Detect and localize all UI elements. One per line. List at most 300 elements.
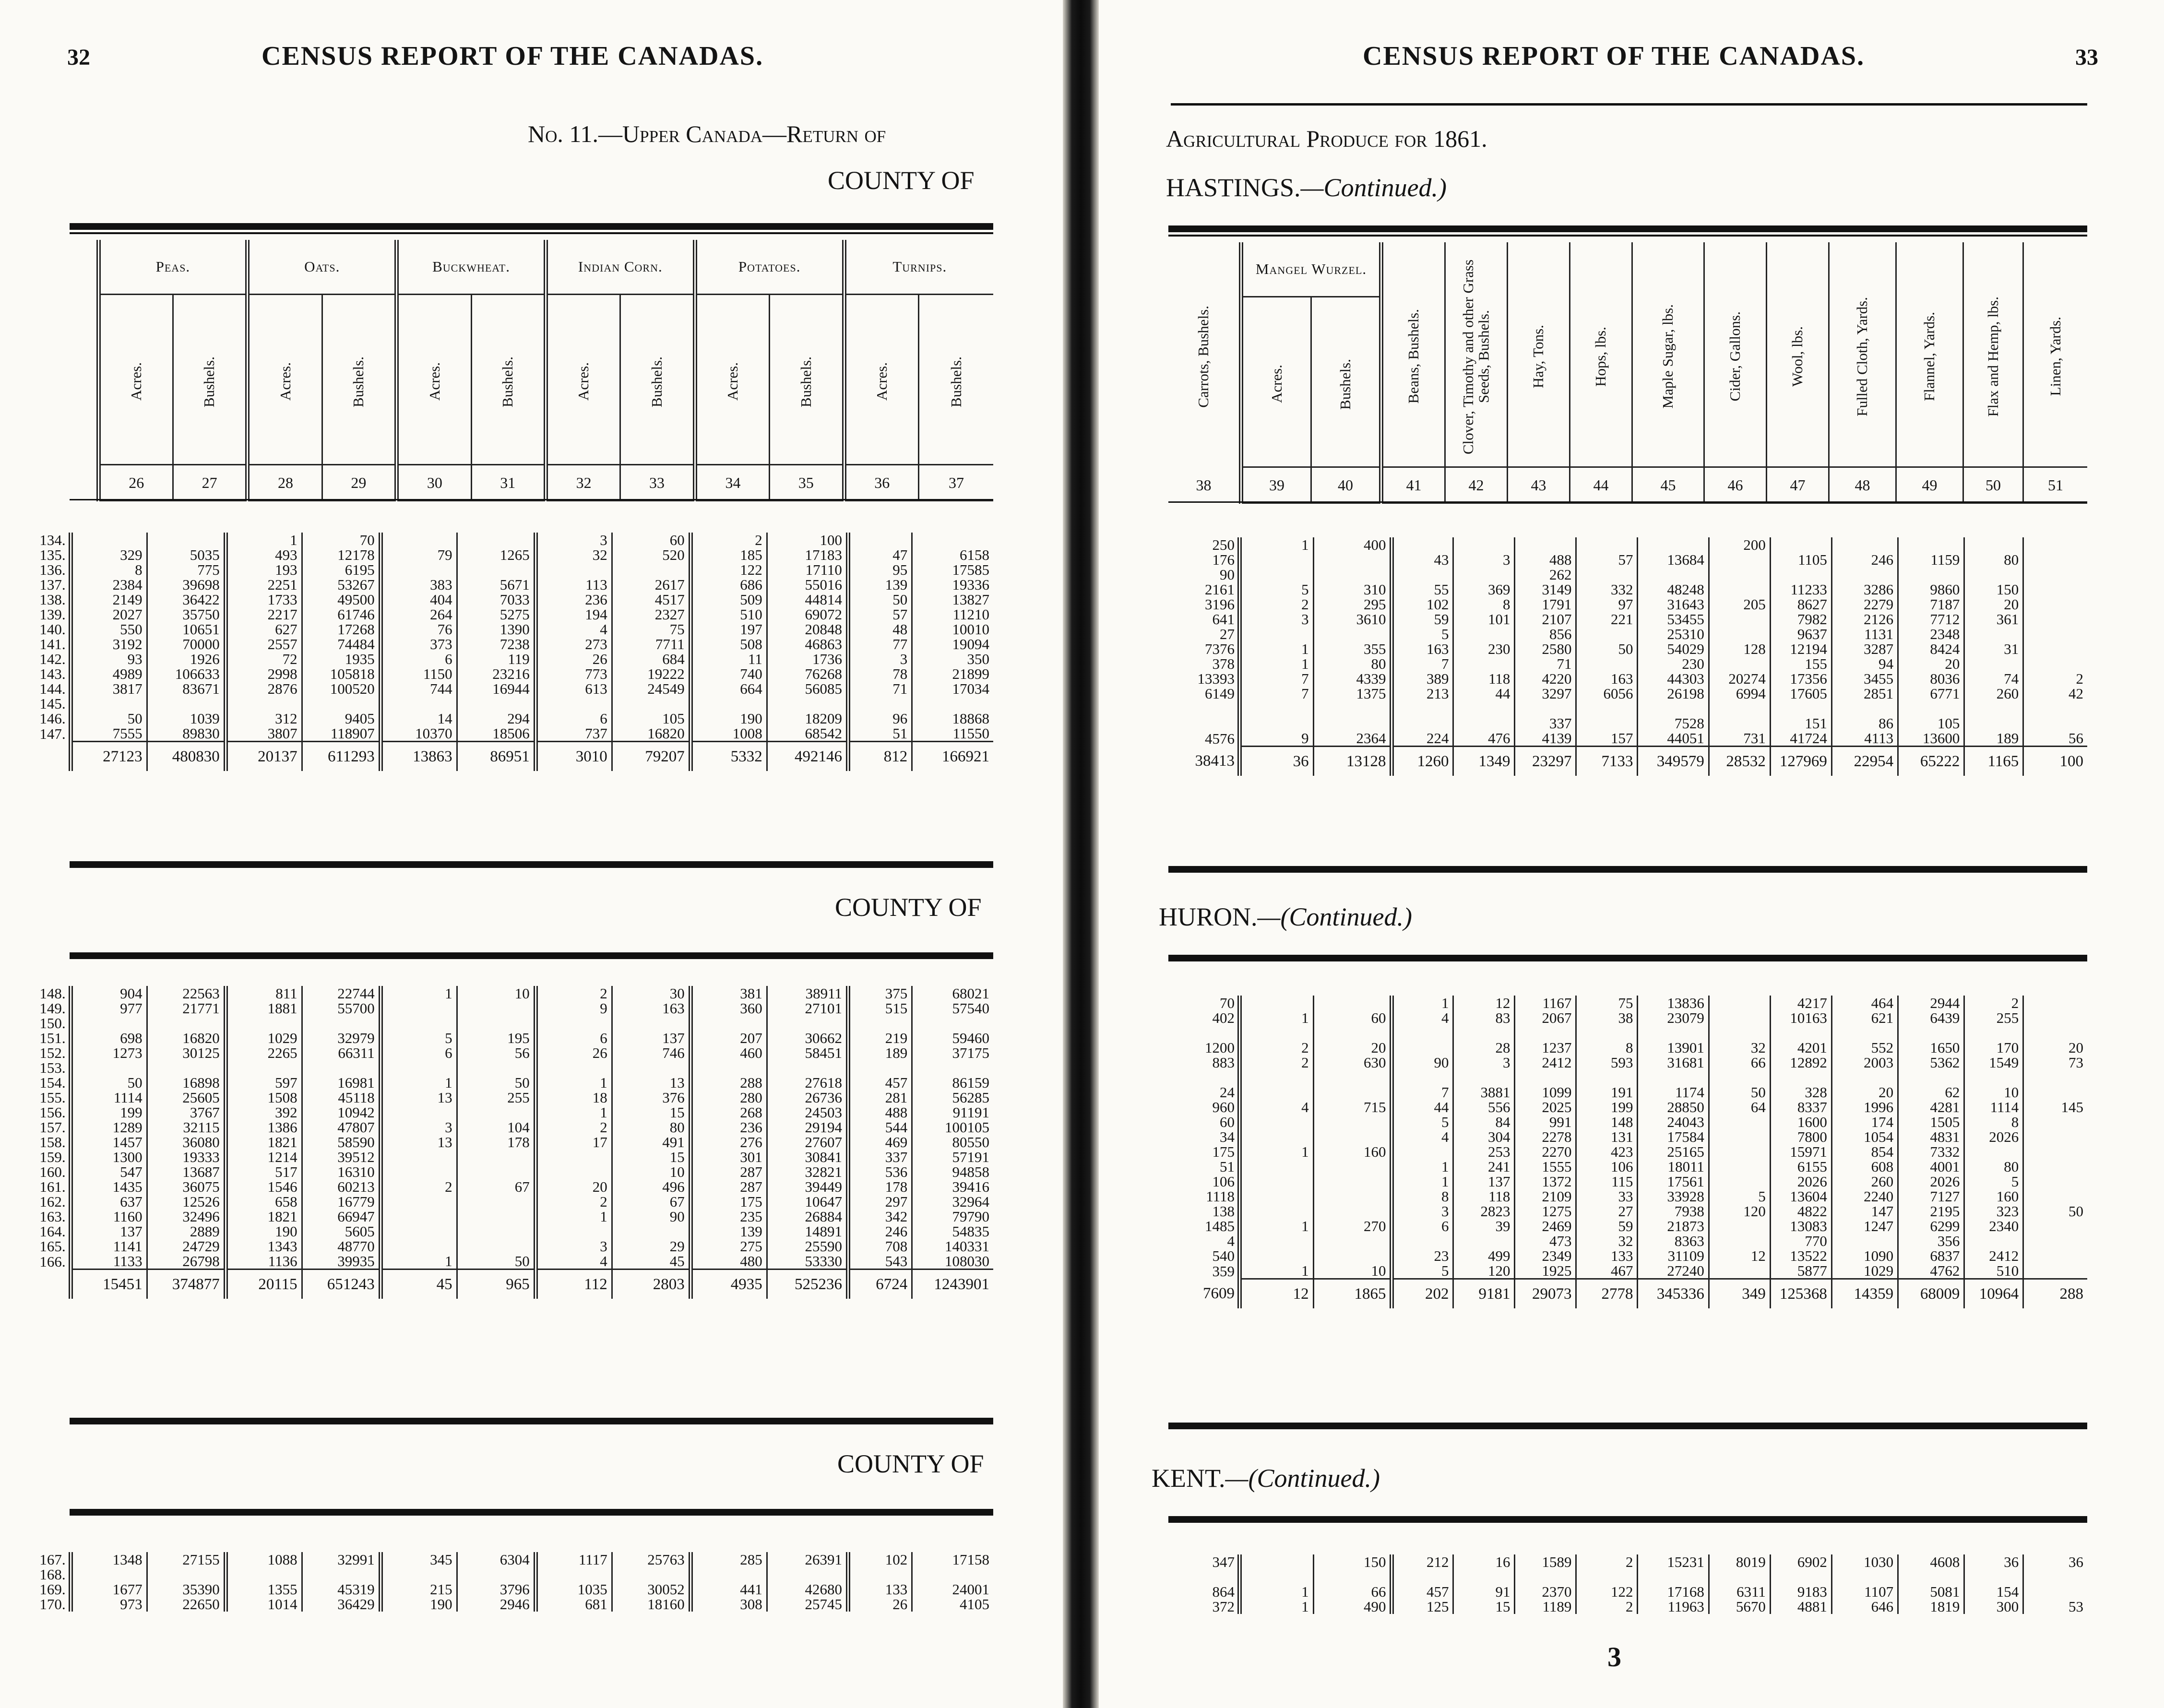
table-cell: 1348 xyxy=(71,1552,147,1567)
table-cell: 91 xyxy=(1453,1584,1515,1599)
table-cell: 773 xyxy=(535,666,612,681)
table-cell: 2946 xyxy=(457,1597,535,1612)
table-cell xyxy=(71,696,147,711)
table-cell: 2251 xyxy=(226,577,302,592)
table-cell: 47 xyxy=(848,547,912,562)
table-cell: 76 xyxy=(380,622,457,637)
table-cell: 7033 xyxy=(457,592,535,607)
table-cell: 597 xyxy=(226,1075,302,1090)
table-cell: 90 xyxy=(1392,1055,1453,1070)
table-cell xyxy=(912,696,993,711)
table-cell: 294 xyxy=(457,711,535,726)
table-cell: 178 xyxy=(848,1179,912,1194)
table-cell xyxy=(1313,1159,1392,1174)
table-cell: 27 xyxy=(1219,627,1235,641)
total-cell: 13128 xyxy=(1313,747,1392,776)
table-cell: 86 xyxy=(1831,716,1898,731)
table-cell: 4 xyxy=(535,1254,612,1269)
table-row xyxy=(1168,1070,2087,1085)
table-cell xyxy=(1392,1144,1453,1159)
table-cell xyxy=(1453,1234,1515,1248)
table-cell xyxy=(1515,1569,1576,1584)
table-cell: 39449 xyxy=(767,1179,848,1194)
table-cell xyxy=(1576,627,1638,641)
table-cell: 13827 xyxy=(912,592,993,607)
table-row xyxy=(29,1552,993,1567)
column-number: 30 xyxy=(397,465,471,501)
table-cell: 16779 xyxy=(302,1194,380,1209)
table-cell: 6056 xyxy=(1576,686,1638,701)
total-cell: 4935 xyxy=(690,1269,767,1299)
table-cell: 4001 xyxy=(1898,1159,1964,1174)
table-cell: 13684 xyxy=(1638,552,1709,567)
table-cell: 34 xyxy=(1219,1129,1235,1144)
table-cell: 17561 xyxy=(1638,1174,1709,1189)
rule xyxy=(1168,501,2087,503)
group-header xyxy=(248,240,397,295)
table-cell xyxy=(1392,1569,1453,1584)
table-cell: 147 xyxy=(1831,1204,1898,1219)
table-cell: 176 xyxy=(1212,552,1235,567)
table-cell: 1736 xyxy=(767,652,848,666)
table-cell: 79 xyxy=(380,547,457,562)
table-cell: 2027 xyxy=(71,607,147,622)
column-number: 32 xyxy=(546,465,620,501)
table-cell xyxy=(848,1567,912,1582)
table-cell: 404 xyxy=(380,592,457,607)
table-cell: 17183 xyxy=(767,547,848,562)
table-cell xyxy=(457,562,535,577)
table-cell: 67 xyxy=(612,1194,690,1209)
table-cell: 15231 xyxy=(1638,1554,1709,1569)
total-cell xyxy=(29,742,71,771)
table-cell: 480 xyxy=(690,1254,767,1269)
table-cell: 515 xyxy=(848,1001,912,1016)
table-cell xyxy=(457,1016,535,1031)
table-cell: 904 xyxy=(71,986,147,1001)
table-cell: 2279 xyxy=(1831,597,1898,612)
table-cell: 328 xyxy=(1770,1085,1831,1100)
table-cell xyxy=(71,533,147,547)
rule xyxy=(1168,866,2087,873)
table-cell: 53 xyxy=(2023,1599,2087,1614)
table-cell: 67 xyxy=(457,1179,535,1194)
table-cell: 15 xyxy=(1453,1599,1515,1614)
column-header xyxy=(1767,242,1829,467)
table-cell: 20 xyxy=(535,1179,612,1194)
table-cell: 3149 xyxy=(1515,582,1576,597)
row-number: 158. xyxy=(39,1135,66,1150)
table-cell: 212 xyxy=(1392,1554,1453,1569)
table-cell xyxy=(690,1060,767,1075)
table-cell: 25310 xyxy=(1638,627,1709,641)
table-cell: 3796 xyxy=(457,1582,535,1597)
table-cell: 381 xyxy=(690,986,767,1001)
table-cell xyxy=(1638,1025,1709,1040)
column-header xyxy=(1829,242,1896,467)
total-cell: 9181 xyxy=(1453,1279,1515,1309)
table-cell: 10 xyxy=(1313,1263,1392,1279)
table-cell: 5275 xyxy=(457,607,535,622)
table-cell: 5 xyxy=(1392,1263,1453,1279)
table-cell xyxy=(1313,567,1392,582)
table-cell: 32 xyxy=(535,547,612,562)
section-name: KENT. xyxy=(1152,1464,1225,1493)
table-cell: 6771 xyxy=(1898,686,1964,701)
table-cell: 5 xyxy=(1392,1115,1453,1129)
table-cell: 200 xyxy=(1709,537,1770,552)
table-cell: 1300 xyxy=(71,1150,147,1164)
table-cell: 1791 xyxy=(1515,597,1576,612)
table-cell: 50 xyxy=(71,1075,147,1090)
table-cell: 74 xyxy=(1964,671,2023,686)
table-cell: 39935 xyxy=(302,1254,380,1269)
table-cell: 16898 xyxy=(147,1075,226,1090)
table-cell: 60213 xyxy=(302,1179,380,1194)
column-number: 46 xyxy=(1704,467,1767,503)
table-cell: 3192 xyxy=(71,637,147,652)
total-cell: 7609 xyxy=(1202,1285,1235,1303)
table-cell: 1247 xyxy=(1831,1219,1898,1234)
table-cell: 70 xyxy=(302,533,380,547)
table-cell: 3 xyxy=(1453,552,1515,567)
total-cell: 1349 xyxy=(1453,747,1515,776)
total-cell: 23297 xyxy=(1515,747,1576,776)
column-header-label: Bushels. xyxy=(648,356,665,407)
table-cell xyxy=(1709,1025,1770,1040)
table-cell: 54835 xyxy=(912,1224,993,1239)
table-cell: 3807 xyxy=(226,726,302,742)
table-cell: 60 xyxy=(612,533,690,547)
table-cell: 4 xyxy=(1392,1129,1453,1144)
table-cell: 10942 xyxy=(302,1105,380,1120)
row-number: 168. xyxy=(39,1567,66,1582)
column-header-row xyxy=(70,295,993,465)
table-cell: 4217 xyxy=(1770,996,1831,1010)
table-cell: 10370 xyxy=(380,726,457,742)
table-cell xyxy=(226,696,302,711)
table-cell: 57 xyxy=(848,607,912,622)
table-cell: 86159 xyxy=(912,1075,993,1090)
table-cell xyxy=(1576,1569,1638,1584)
table-cell: 356 xyxy=(1898,1234,1964,1248)
table-cell xyxy=(767,696,848,711)
row-number: 169. xyxy=(39,1582,66,1597)
table-cell xyxy=(535,1164,612,1179)
table-cell: 44 xyxy=(1453,686,1515,701)
table-cell xyxy=(1964,1234,2023,1248)
table-row xyxy=(1168,1189,2087,1204)
table-cell: 13083 xyxy=(1770,1219,1831,1234)
table-cell xyxy=(848,1060,912,1075)
table-cell: 1 xyxy=(1239,1599,1313,1614)
table-cell: 864 xyxy=(1212,1584,1235,1599)
table-cell: 6149 xyxy=(1204,686,1235,701)
column-number: 40 xyxy=(1311,467,1381,503)
column-header xyxy=(173,295,247,465)
table-cell: 6158 xyxy=(912,547,993,562)
left-data-table-2 xyxy=(29,986,993,1299)
column-number: 41 xyxy=(1381,467,1445,503)
table-cell: 3881 xyxy=(1453,1085,1515,1100)
table-cell: 30662 xyxy=(767,1031,848,1045)
total-cell xyxy=(29,1269,71,1299)
table-cell: 4 xyxy=(1392,1010,1453,1025)
table-cell xyxy=(767,1016,848,1031)
table-cell: 2067 xyxy=(1515,1010,1576,1025)
table-cell: 44051 xyxy=(1638,731,1709,747)
column-header xyxy=(248,295,322,465)
table-cell: 36422 xyxy=(147,592,226,607)
table-cell: 163 xyxy=(1392,641,1453,656)
table-cell xyxy=(1638,567,1709,582)
book-gutter xyxy=(1063,0,1099,1708)
total-row xyxy=(29,742,993,771)
total-cell: 12 xyxy=(1239,1279,1313,1309)
table-cell: 175 xyxy=(1212,1144,1235,1159)
table-cell: 19336 xyxy=(912,577,993,592)
table-cell: 6 xyxy=(380,652,457,666)
table-cell xyxy=(1239,627,1313,641)
column-header xyxy=(620,295,695,465)
table-cell: 160 xyxy=(1964,1189,2023,1204)
table-cell xyxy=(302,1016,380,1031)
table-cell: 23079 xyxy=(1638,1010,1709,1025)
column-header-label: Bushels. xyxy=(1336,358,1354,410)
table-cell xyxy=(1709,627,1770,641)
table-cell: 2107 xyxy=(1515,612,1576,627)
county-label-1: COUNTY OF xyxy=(828,166,975,195)
table-cell xyxy=(457,1239,535,1254)
table-cell xyxy=(1239,1554,1313,1569)
table-cell xyxy=(1898,1025,1964,1040)
column-number: 50 xyxy=(1963,467,2023,503)
table-cell: 61746 xyxy=(302,607,380,622)
table-cell: 62 xyxy=(1898,1085,1964,1100)
table-cell: 30 xyxy=(612,986,690,1001)
table-cell xyxy=(457,1150,535,1164)
column-header-label: Flax and Hemp, lbs. xyxy=(1984,296,2001,417)
table-cell: 60 xyxy=(1313,1010,1392,1025)
table-cell: 275 xyxy=(690,1239,767,1254)
table-row xyxy=(29,1120,993,1135)
table-cell: 1 xyxy=(1239,1219,1313,1234)
table-cell: 17158 xyxy=(912,1552,993,1567)
table-row xyxy=(29,637,993,652)
table-cell xyxy=(1453,656,1515,671)
column-header-label: Bushels. xyxy=(499,356,516,407)
table-cell: 2340 xyxy=(1964,1219,2023,1234)
table-cell: 708 xyxy=(848,1239,912,1254)
total-cell: 112 xyxy=(535,1269,612,1299)
total-row xyxy=(1168,1279,2087,1309)
table-cell xyxy=(2023,1219,2087,1234)
row-number: 142. xyxy=(39,652,66,666)
table-row xyxy=(29,1164,993,1179)
table-cell: 8 xyxy=(71,562,147,577)
table-cell: 1200 xyxy=(1204,1040,1235,1055)
table-cell: 1136 xyxy=(226,1254,302,1269)
table-cell: 11233 xyxy=(1770,582,1831,597)
table-cell: 140331 xyxy=(912,1239,993,1254)
row-number: 139. xyxy=(39,607,66,622)
table-cell xyxy=(1239,701,1313,716)
table-cell: 16820 xyxy=(147,1031,226,1045)
total-cell: 480830 xyxy=(147,742,226,771)
table-cell xyxy=(457,1105,535,1120)
column-number: 34 xyxy=(695,465,769,501)
table-cell: 76268 xyxy=(767,666,848,681)
table-cell xyxy=(535,1567,612,1582)
table-cell xyxy=(1898,1070,1964,1085)
table-cell: 345 xyxy=(380,1552,457,1567)
county-label-2: COUNTY OF xyxy=(835,893,982,922)
column-number: 51 xyxy=(2023,467,2088,503)
total-cell: 1260 xyxy=(1392,747,1453,776)
table-cell: 285 xyxy=(690,1552,767,1567)
row-number: 138. xyxy=(39,592,66,607)
column-header-label: Beans, Bushels. xyxy=(1405,309,1422,404)
table-cell: 199 xyxy=(71,1105,147,1120)
table-cell: 32115 xyxy=(147,1120,226,1135)
column-header xyxy=(98,295,173,465)
table-cell: 12 xyxy=(1453,996,1515,1010)
table-cell: 2003 xyxy=(1831,1055,1898,1070)
table-cell: 13604 xyxy=(1770,1189,1831,1204)
table-cell xyxy=(1770,1070,1831,1085)
table-cell: 323 xyxy=(1964,1204,2023,1219)
column-header-label: Fulled Cloth, Yards. xyxy=(1854,297,1871,416)
right-page xyxy=(1099,0,2164,1708)
table-cell: 230 xyxy=(1453,641,1515,656)
table-cell: 9 xyxy=(535,1001,612,1016)
table-cell: 17356 xyxy=(1770,671,1831,686)
table-cell: 20274 xyxy=(1709,671,1770,686)
table-cell: 2412 xyxy=(1515,1055,1576,1070)
group-label: Potatoes. xyxy=(738,258,801,275)
table-cell: 2149 xyxy=(71,592,147,607)
table-cell xyxy=(1313,1085,1392,1100)
table-cell: 90 xyxy=(612,1209,690,1224)
table-cell: 1 xyxy=(1392,1174,1453,1189)
table-cell: 55 xyxy=(1392,582,1453,597)
table-cell xyxy=(457,1567,535,1582)
table-cell xyxy=(457,1209,535,1224)
column-header xyxy=(1704,242,1767,467)
table-cell: 473 xyxy=(1515,1234,1576,1248)
table-cell xyxy=(380,1060,457,1075)
table-cell: 60 xyxy=(1219,1115,1235,1129)
row-number: 140. xyxy=(39,622,66,637)
table-cell xyxy=(1453,716,1515,731)
table-cell: 856 xyxy=(1515,627,1576,641)
table-cell: 3 xyxy=(1239,612,1313,627)
table-cell: 199 xyxy=(1576,1100,1638,1115)
table-cell xyxy=(1239,1025,1313,1040)
group-header xyxy=(397,240,546,295)
table-cell: 20848 xyxy=(767,622,848,637)
table-cell xyxy=(1313,1204,1392,1219)
table-cell: 18011 xyxy=(1638,1159,1709,1174)
table-cell xyxy=(1392,701,1453,716)
table-cell xyxy=(1313,1025,1392,1040)
column-header xyxy=(1241,297,1311,467)
table-cell xyxy=(2023,716,2087,731)
table-cell: 100105 xyxy=(912,1120,993,1135)
table-row xyxy=(29,547,993,562)
table-cell: 7 xyxy=(1392,1085,1453,1100)
table-cell: 194 xyxy=(535,607,612,622)
table-cell: 2889 xyxy=(147,1224,226,1239)
table-row xyxy=(1168,1263,2087,1279)
table-row xyxy=(1168,1100,2087,1115)
column-header xyxy=(1381,242,1445,467)
table-cell: 25745 xyxy=(767,1597,848,1612)
table-cell xyxy=(1576,701,1638,716)
table-cell: 301 xyxy=(690,1150,767,1164)
table-cell: 488 xyxy=(848,1105,912,1120)
table-cell xyxy=(1168,1569,1239,1584)
total-cell: 20115 xyxy=(226,1269,302,1299)
table-cell: 5 xyxy=(1964,1174,2023,1189)
table-cell xyxy=(1239,716,1313,731)
county-label-3: COUNTY OF xyxy=(837,1449,984,1478)
table-cell xyxy=(1770,701,1831,716)
table-cell: 8424 xyxy=(1898,641,1964,656)
table-row xyxy=(29,696,993,711)
table-cell: 36429 xyxy=(302,1597,380,1612)
table-cell: 1 xyxy=(1239,641,1313,656)
total-cell: 15451 xyxy=(71,1269,147,1299)
table-cell: 347 xyxy=(1212,1554,1235,1569)
table-cell: 1008 xyxy=(690,726,767,742)
table-cell: 1375 xyxy=(1313,686,1392,701)
table-cell xyxy=(1453,1569,1515,1584)
table-cell: 29 xyxy=(612,1239,690,1254)
table-cell: 215 xyxy=(380,1582,457,1597)
group-label: Mangel Wurzel. xyxy=(1255,261,1367,277)
table-cell: 641 xyxy=(1212,612,1235,627)
table-cell: 2 xyxy=(1239,1055,1313,1070)
table-cell xyxy=(1638,1569,1709,1584)
table-cell xyxy=(380,696,457,711)
table-cell: 189 xyxy=(1964,731,2023,747)
table-cell: 376 xyxy=(612,1090,690,1105)
table-cell: 50 xyxy=(1709,1085,1770,1100)
left-data-table-1 xyxy=(29,533,993,771)
table-cell: 3287 xyxy=(1831,641,1898,656)
table-cell xyxy=(1313,1234,1392,1248)
table-cell: 1996 xyxy=(1831,1100,1898,1115)
table-cell: 50 xyxy=(457,1254,535,1269)
table-cell xyxy=(380,533,457,547)
table-cell xyxy=(1239,1189,1313,1204)
table-cell: 12892 xyxy=(1770,1055,1831,1070)
table-cell: 493 xyxy=(226,547,302,562)
table-cell: 1265 xyxy=(457,547,535,562)
table-cell: 960 xyxy=(1212,1100,1235,1115)
table-cell: 1505 xyxy=(1898,1115,1964,1129)
section-continued: —Continued.) xyxy=(1300,173,1447,202)
table-cell xyxy=(2023,1010,2087,1025)
table-cell: 2384 xyxy=(71,577,147,592)
column-header xyxy=(1896,242,1963,467)
table-cell xyxy=(1392,537,1453,552)
table-cell: 190 xyxy=(380,1597,457,1612)
table-cell: 3455 xyxy=(1831,671,1898,686)
rule xyxy=(70,1509,993,1516)
table-cell: 3 xyxy=(1392,1204,1453,1219)
